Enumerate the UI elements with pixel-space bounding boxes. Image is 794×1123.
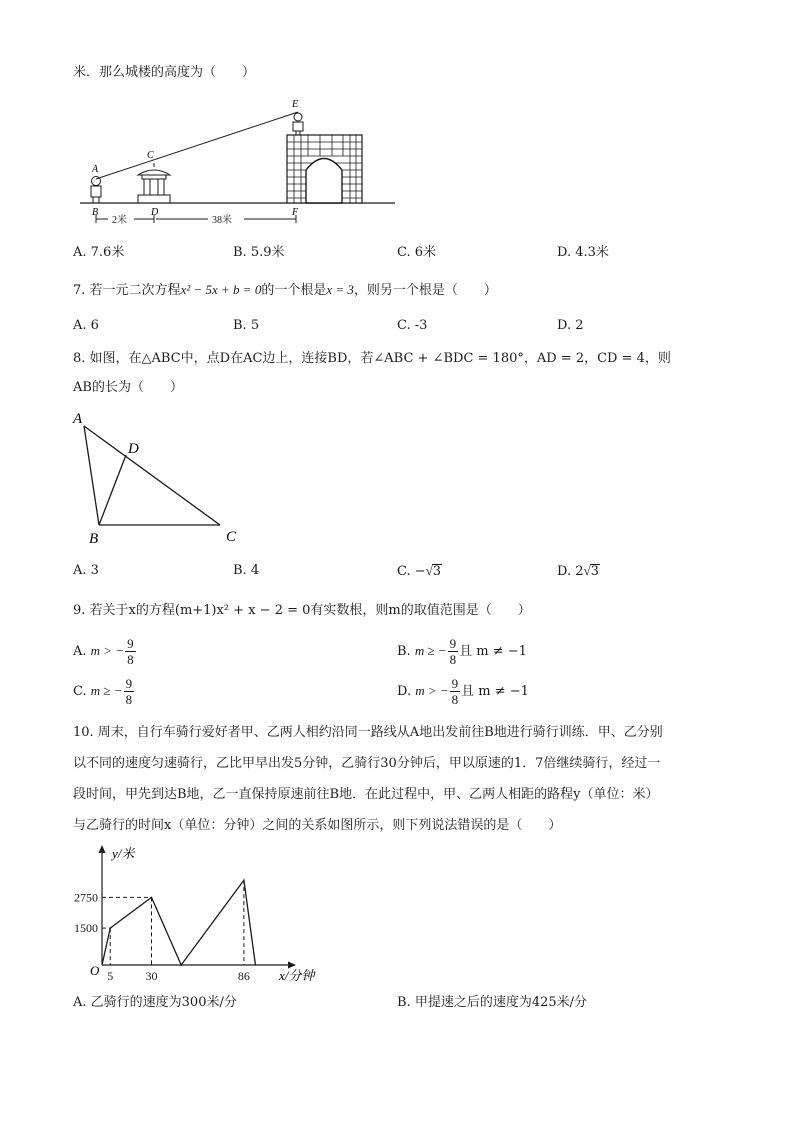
q8-option-d-text: D. 2 <box>557 564 584 579</box>
q9-option-a[interactable] <box>73 636 137 667</box>
q10-stem-line-1: 10. 周末，自行车骑行爱好者甲、乙两人相约沿同一路线从A地出发前往B地进行骑行训练．甲、乙分别 <box>73 725 663 740</box>
q8-triangle-figure <box>70 405 250 550</box>
q7-option-a[interactable]: A. 6 <box>73 318 99 333</box>
x-tick-label-5: 5 <box>107 969 114 983</box>
q7-stem <box>73 281 497 300</box>
q9-d-pre: m > − <box>415 683 449 698</box>
label-b: B <box>92 207 99 218</box>
q9-b-pre: m ≥ − <box>414 643 447 658</box>
q8-label-c: C <box>226 529 237 545</box>
q9-option-c[interactable] <box>73 676 135 707</box>
x-tick-label-30: 30 <box>145 969 158 983</box>
q10-distance-time-chart <box>60 838 340 988</box>
q9-b-label: B. <box>397 644 411 659</box>
q10-stem-line-4: 与乙骑行的时间x（单位：分钟）之间的关系如图所示，则下列说法错误的是（ ） <box>73 818 562 833</box>
dist-bd-label: 2米 <box>112 215 127 226</box>
q7-number: 7. <box>73 283 86 298</box>
person-figure-e <box>293 113 303 135</box>
q8-option-d[interactable]: D. 2√3 <box>557 563 599 579</box>
label-e: E <box>292 99 299 110</box>
label-c: C <box>147 150 154 161</box>
q6-option-d[interactable]: D. 4.3米 <box>557 245 609 260</box>
q9-a-fraction: $\frac{9}{8}$ <box>127 636 134 667</box>
q6-option-b[interactable]: B. 5.9米 <box>233 245 285 260</box>
q7-option-c[interactable]: C. -3 <box>397 318 428 333</box>
x-tick-label-86: 86 <box>237 969 250 983</box>
label-a: A <box>92 164 99 175</box>
label-f: F <box>292 207 299 218</box>
q6-figure <box>80 95 410 230</box>
q9-d-post: 且 m ≠ −1 <box>461 684 529 699</box>
q6-stem-tail: 米．那么城楼的高度为（ ） <box>73 65 256 80</box>
q9-c-pre: m ≥ − <box>90 683 123 698</box>
q9-c-fraction: $\frac{9}{8}$ <box>125 676 133 707</box>
q9-a-pre: m > − <box>90 643 125 658</box>
q10-stem-line-2: 以不同的速度匀速骑行，乙比甲早出发5分钟，乙骑行30分钟后，甲以原速的1．7倍继续骑行，经过一 <box>73 756 661 771</box>
label-d: D <box>151 207 159 218</box>
y-axis-label: y/米 <box>112 846 135 861</box>
q7-text-1: 若一元二次方程 <box>89 283 181 298</box>
q8-label-b: B <box>89 531 99 547</box>
q8-option-b[interactable]: B. 4 <box>233 563 260 578</box>
q8-label-a: A <box>73 411 83 427</box>
q6-option-c[interactable]: C. 6米 <box>397 245 437 260</box>
q9-d-label: D. <box>397 684 412 699</box>
q9-option-d[interactable] <box>397 676 529 707</box>
q9-option-b[interactable] <box>397 636 527 667</box>
q6-option-a[interactable]: A. 7.6米 <box>73 245 125 260</box>
q8-option-c[interactable]: C. −√3 <box>397 563 442 579</box>
q7-root: x = 3 <box>326 282 354 297</box>
q8-option-c-radicand: 3 <box>432 564 442 579</box>
origin-label: O <box>90 963 100 978</box>
q10-stem-line-3: 段时间，甲先到达B地，乙一直保持原速前往B地．在此过程中，甲、乙两人相距的路程y（单位：米） <box>73 787 659 802</box>
q9-b-post: 且 m ≠ −1 <box>459 644 527 659</box>
x-axis-label: x/分钟 <box>279 968 315 983</box>
y-axis-arrow <box>99 845 106 853</box>
q9-c-label: C. <box>73 684 87 699</box>
q9-a-label: A. <box>73 644 87 659</box>
q8-option-a[interactable]: A. 3 <box>73 563 99 578</box>
q8-stem-line-2: AB的长为（ ） <box>73 380 183 395</box>
q9-b-fraction: $\frac{9}{8}$ <box>449 636 457 667</box>
y-tick-label-1500: 1500 <box>74 921 98 936</box>
q8-stem-line-1: 8. 如图，在△ABC中，点D在AC边上，连接BD，若∠ABC + ∠BDC = 180°，AD = 2，CD = 4，则 <box>73 351 671 366</box>
city-gate-figure <box>287 135 362 203</box>
q7-option-d[interactable]: D. 2 <box>557 318 584 333</box>
q9-d-fraction: $\frac{9}{8}$ <box>451 676 459 707</box>
y-tick-label-2750: 2750 <box>74 890 98 905</box>
series-line <box>102 880 255 965</box>
q7-text-3: ，则另一个根是（ ） <box>353 283 497 298</box>
q10-option-b[interactable]: B. 甲提速之后的速度为425米/分 <box>397 995 588 1010</box>
person-figure-a <box>91 177 101 204</box>
sight-line <box>96 112 298 179</box>
q8-option-c-text: C. − <box>397 564 426 579</box>
q7-option-b[interactable]: B. 5 <box>233 318 260 333</box>
dist-df-label: 38米 <box>212 215 232 226</box>
q9-stem: 9. 若关于x的方程(m+1)x² + x − 2 = 0有实数根，则m的取值范围是（ ） <box>73 603 531 618</box>
q8-option-d-radicand: 3 <box>590 564 599 579</box>
q7-equation: x² − 5x + b = 0 <box>180 282 262 297</box>
q8-label-d: D <box>128 441 139 457</box>
q7-text-2: 的一个根是 <box>261 283 327 298</box>
q10-option-a[interactable]: A. 乙骑行的速度为300米/分 <box>73 995 237 1010</box>
pavilion-figure <box>138 163 170 203</box>
